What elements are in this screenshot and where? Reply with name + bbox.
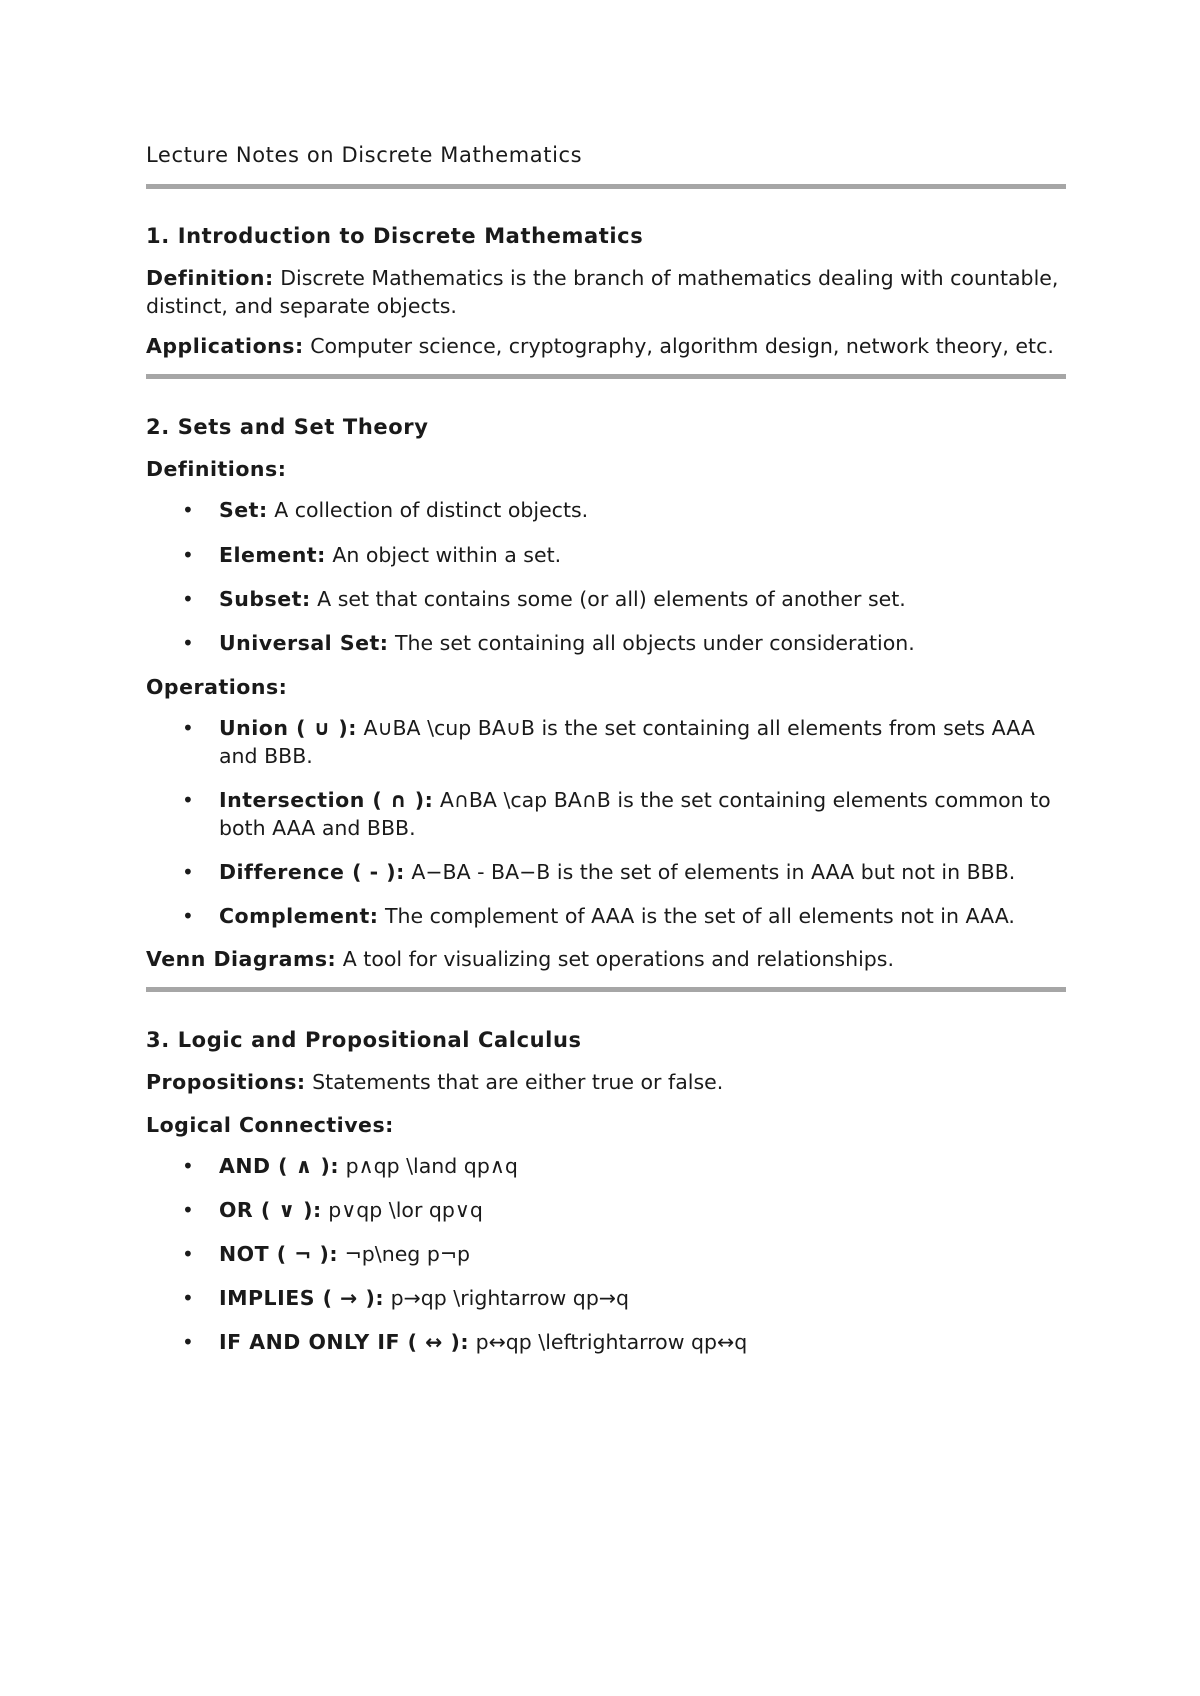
- item-text: A∩BA \cap BA∩B is the set containing elements common to both AAA and BBB.: [219, 788, 1051, 840]
- operations-list: [146, 714, 1066, 930]
- item-text: ¬p\neg p¬p: [338, 1242, 471, 1266]
- list-item: [146, 714, 1066, 770]
- item-text: A∪BA \cup BA∪B is the set containing all elements from sets AAA and BBB.: [219, 716, 1035, 768]
- list-item: [146, 541, 1066, 569]
- item-label: Difference ( - ):: [219, 860, 405, 884]
- item-text: p↔qp \leftrightarrow qp↔q: [469, 1330, 748, 1354]
- item-text: The set containing all objects under consideration.: [388, 631, 915, 655]
- list-item: [146, 1240, 1066, 1268]
- item-label: Complement:: [219, 904, 379, 928]
- connectives-heading: [146, 1111, 1066, 1139]
- definition-label: Definition:: [146, 266, 274, 290]
- connectives-list: [146, 1152, 1066, 1356]
- item-label: Subset:: [219, 587, 311, 611]
- connectives-label: Logical Connectives:: [146, 1113, 394, 1137]
- list-item: [146, 786, 1066, 842]
- section-heading-sets: 2. Sets and Set Theory: [146, 415, 429, 439]
- list-item: [146, 1196, 1066, 1224]
- definitions-heading: [146, 455, 1066, 483]
- propositions-label: Propositions:: [146, 1070, 306, 1094]
- item-text: The complement of AAA is the set of all elements not in AAA.: [378, 904, 1015, 928]
- document-title: Lecture Notes on Discrete Mathematics: [146, 143, 583, 167]
- venn-paragraph: [146, 945, 1066, 973]
- list-item: [146, 1152, 1066, 1180]
- operations-heading: [146, 673, 1066, 701]
- item-text: A collection of distinct objects.: [267, 498, 589, 522]
- applications-text: Computer science, cryptography, algorithm design, network theory, etc.: [303, 334, 1054, 358]
- item-text: p→qp \rightarrow qp→q: [384, 1286, 630, 1310]
- propositions-paragraph: [146, 1068, 1066, 1096]
- item-label: Set:: [219, 498, 268, 522]
- venn-label: Venn Diagrams:: [146, 947, 337, 971]
- item-label: Intersection ( ∩ ):: [219, 788, 434, 812]
- item-text: p∨qp \lor qp∨q: [321, 1198, 483, 1222]
- definition-text: Discrete Mathematics is the branch of mathematics dealing with countable, distinct, and separate objects.: [146, 266, 1059, 318]
- item-label: Element:: [219, 543, 326, 567]
- propositions-text: Statements that are either true or false.: [305, 1070, 724, 1094]
- item-text: p∧qp \land qp∧q: [339, 1154, 518, 1178]
- applications-paragraph: [146, 332, 1066, 360]
- item-text: A−BA - BA−B is the set of elements in AAA but not in BBB.: [404, 860, 1016, 884]
- item-label: Universal Set:: [219, 631, 389, 655]
- divider: [146, 184, 1066, 189]
- divider: [146, 374, 1066, 379]
- section-heading-intro: 1. Introduction to Discrete Mathematics: [146, 224, 644, 248]
- list-item: [146, 1284, 1066, 1312]
- list-item: [146, 629, 1066, 657]
- list-item: [146, 858, 1066, 886]
- definitions-list: [146, 496, 1066, 657]
- venn-text: A tool for visualizing set operations and relationships.: [336, 947, 895, 971]
- operations-label: Operations:: [146, 675, 288, 699]
- item-label: IMPLIES ( → ):: [219, 1286, 385, 1310]
- definition-paragraph: [146, 264, 1066, 320]
- item-text: A set that contains some (or all) elements of another set.: [310, 587, 906, 611]
- item-label: NOT ( ¬ ):: [219, 1242, 339, 1266]
- item-label: AND ( ∧ ):: [219, 1154, 340, 1178]
- item-label: IF AND ONLY IF ( ↔ ):: [219, 1330, 470, 1354]
- list-item: [146, 585, 1066, 613]
- list-item: [146, 902, 1066, 930]
- list-item: [146, 496, 1066, 524]
- definitions-label: Definitions:: [146, 457, 287, 481]
- item-label: OR ( ∨ ):: [219, 1198, 322, 1222]
- list-item: [146, 1328, 1066, 1356]
- applications-label: Applications:: [146, 334, 304, 358]
- item-text: An object within a set.: [325, 543, 562, 567]
- item-label: Union ( ∪ ):: [219, 716, 357, 740]
- section-heading-logic: 3. Logic and Propositional Calculus: [146, 1028, 582, 1052]
- divider: [146, 987, 1066, 992]
- document-page: [146, 140, 1066, 1356]
